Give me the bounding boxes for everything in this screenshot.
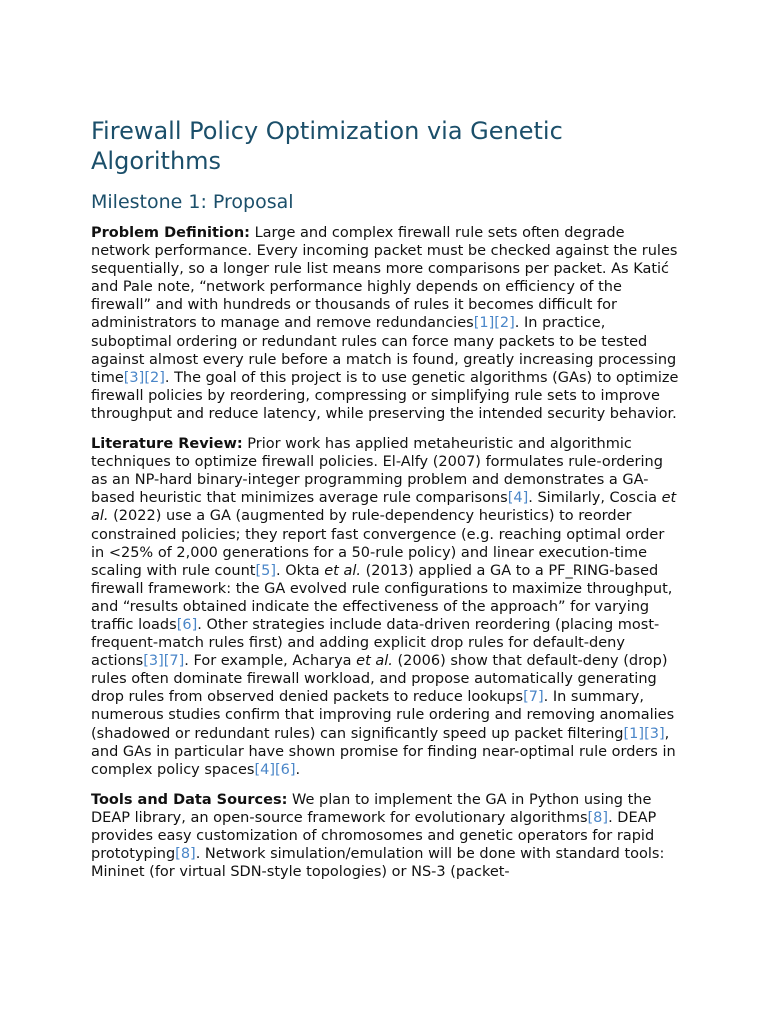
body-text: Large and complex firewall rule sets often degrade network performance. Every incoming packet must be checked against the rules sequentially, so a longer rule list means more comparisons per packet. As Katić and Pale note, “network performance highly depends on efficiency of the firewall” and with hundreds or thousands of rules it becomes difficult for administrators to manage and remove redundancies bbox=[91, 225, 678, 332]
body-text: . In summary, numerous studies confirm that improving rule ordering and removing anomalies (shadowed or redundant rules) can significantly speed up packet filtering bbox=[91, 689, 675, 742]
citation-link-6[interactable]: [6] bbox=[275, 761, 296, 778]
citation-link-5[interactable]: [5] bbox=[255, 562, 277, 579]
body-text: . DEAP provides easy customization of chromosomes and genetic operators for rapid prototyping bbox=[91, 809, 657, 863]
body-text: (2022) use a GA (augmented by rule-dependency heuristics) to reorder constrained policies; they report fast convergence (e.g. reaching optimal order in <25% of 2,000 generations for a 50-rule policy) and linear execution-time scaling with rule count bbox=[91, 508, 665, 579]
citation-link-2[interactable]: [2] bbox=[144, 369, 165, 386]
problem-definition-heading: Problem Definition: bbox=[91, 225, 250, 241]
body-text: (2006) show that default-deny (drop) rules often dominate firewall workload, and propose automatically generating drop rules from observed denied packets to reduce lookups bbox=[91, 653, 668, 706]
body-text: (2013) applied a GA to a PF_RING-based firewall framework: the GA evolved rule configurations to maximize throughput, and “results obtained indicate the effectiveness of the approach” for varying traffic loads bbox=[91, 562, 673, 633]
citation-link-8[interactable]: [8] bbox=[587, 809, 609, 826]
problem-definition-paragraph bbox=[91, 224, 681, 423]
tools-data-sources-heading: Tools and Data Sources: bbox=[91, 791, 288, 808]
citation-link-3[interactable]: [3] bbox=[143, 653, 164, 670]
citation-link-6[interactable]: [6] bbox=[176, 616, 198, 633]
document-content bbox=[91, 116, 681, 893]
body-text: . Other strategies include data-driven reordering (placing most-frequent-match rules first) and adding explicit drop rules for default-deny actions bbox=[91, 616, 660, 670]
body-text: . Okta bbox=[276, 562, 325, 579]
citation-link-3[interactable]: [3] bbox=[123, 369, 145, 386]
citation-link-1[interactable]: [1] bbox=[623, 725, 645, 742]
body-text: , and GAs in particular have shown promise for finding near-optimal rule orders in complex policy spaces bbox=[91, 725, 676, 778]
body-text: . The goal of this project is to use genetic algorithms (GAs) to optimize firewall policies by reordering, compressing or simplifying rule sets to improve throughput and reduce latency, while preserving the intended security behavior. bbox=[91, 369, 679, 422]
italic-text: et al. bbox=[91, 490, 677, 525]
body-text: We plan to implement the GA in Python using the DEAP library, an open-source framework for evolutionary algorithms bbox=[91, 791, 652, 826]
literature-review-heading: Literature Review: bbox=[91, 436, 243, 453]
body-text: Prior work has applied metaheuristic and algorithmic techniques to optimize firewall policies. El-Alfy (2007) formulates rule-ordering as an NP-hard binary-integer programming problem and demonstrates a GA-based heuristic that minimizes average rule comparisons bbox=[91, 436, 663, 507]
tools-data-sources-paragraph bbox=[91, 791, 681, 881]
citation-link-4[interactable]: [4] bbox=[507, 490, 529, 507]
citation-link-1[interactable]: [1] bbox=[473, 315, 495, 332]
milestone-heading: Milestone 1: Proposal bbox=[91, 191, 294, 213]
citation-link-2[interactable]: [2] bbox=[494, 315, 515, 332]
body-text: . Similarly, Coscia bbox=[528, 490, 662, 507]
body-text: . For example, Acharya bbox=[184, 653, 357, 670]
body-text: . In practice, suboptimal ordering or redundant rules can force many packets to be tested against almost every rule before a match is found, greatly increasing processing time bbox=[91, 315, 677, 386]
literature-review-paragraph bbox=[91, 435, 681, 779]
citation-link-7[interactable]: [7] bbox=[163, 653, 185, 670]
citation-link-8[interactable]: [8] bbox=[175, 846, 196, 863]
citation-link-3[interactable]: [3] bbox=[644, 725, 665, 742]
body-text: . bbox=[295, 761, 301, 778]
citation-link-7[interactable]: [7] bbox=[523, 689, 544, 706]
italic-text: et al. bbox=[324, 562, 361, 579]
italic-text: et al. bbox=[356, 653, 393, 670]
document-title: Firewall Policy Optimization via Genetic Algorithms bbox=[91, 117, 563, 175]
citation-link-4[interactable]: [4] bbox=[254, 761, 275, 778]
body-text: . Network simulation/emulation will be done with standard tools: Mininet (for virtual SDN-style topologies) or NS-3 (packet- bbox=[91, 846, 665, 881]
